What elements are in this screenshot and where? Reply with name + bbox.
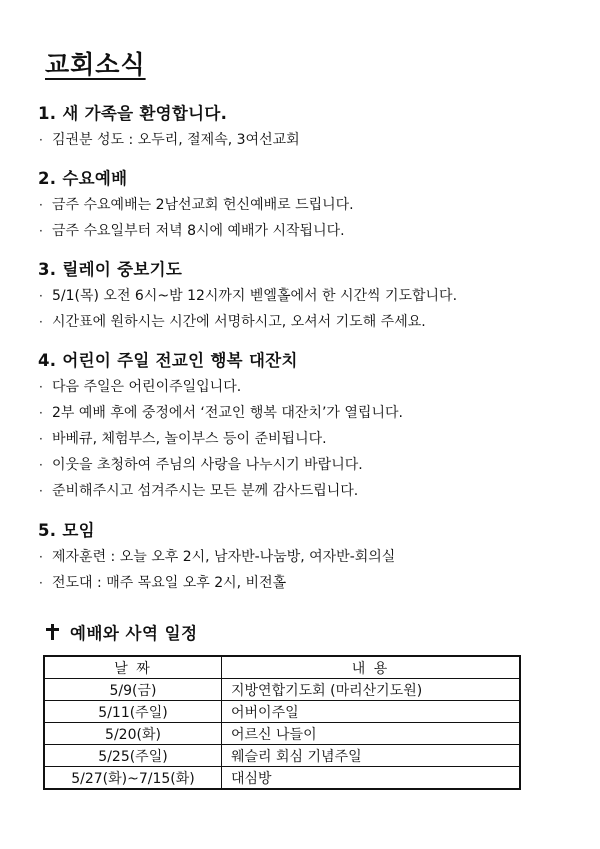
list-item-text: 전도대 : 매주 목요일 오후 2시, 비전홀 — [52, 575, 287, 591]
row-content: 어르신 나들이 — [222, 723, 521, 745]
section-relay-prayer — [38, 257, 578, 335]
cross-icon — [46, 624, 60, 640]
list-item — [38, 309, 578, 335]
table-row — [44, 767, 520, 790]
row-content: 웨슬리 회심 기념주일 — [222, 745, 521, 767]
list-item — [38, 374, 578, 400]
list-item-text: 2부 예배 후에 중정에서 ‘전교인 행복 대잔치’가 열립니다. — [52, 405, 403, 421]
section-meetings — [38, 518, 578, 596]
schedule-table — [43, 655, 521, 790]
bullet: · — [39, 576, 43, 590]
row-date: 5/20(화) — [44, 723, 222, 745]
list-item-text: 이웃을 초청하여 주님의 사랑을 나누시기 바랍니다. — [52, 457, 363, 473]
list-item-text: 준비해주시고 섬겨주시는 모든 분께 감사드립니다. — [52, 483, 359, 499]
section-wednesday-service — [38, 166, 578, 244]
list-item — [38, 544, 578, 570]
list-item-text: 5/1(목) 오전 6시~밤 12시까지 벧엘홀에서 한 시간씩 기도합니다. — [52, 288, 458, 304]
list-item-text: 금주 수요예배는 2남선교회 헌신예배로 드립니다. — [52, 197, 354, 213]
list-item — [38, 570, 578, 596]
row-date: 5/11(주일) — [44, 701, 222, 723]
section-heading: 2. 수요예배 — [38, 169, 128, 188]
list-item — [38, 283, 578, 309]
list-item — [38, 192, 578, 218]
list-item — [38, 478, 578, 504]
header-date: 날 짜 — [44, 656, 222, 679]
list-item — [38, 452, 578, 478]
row-date: 5/9(금) — [44, 679, 222, 701]
bullet: · — [39, 432, 43, 446]
section-heading: 3. 릴레이 중보기도 — [38, 260, 183, 279]
list-item-text: 바베큐, 체험부스, 놀이부스 등이 준비됩니다. — [52, 431, 327, 447]
bullet: · — [39, 380, 43, 394]
section-childrens-day — [38, 348, 578, 504]
section-new-family — [38, 101, 578, 153]
table-row — [44, 745, 520, 767]
list-item — [38, 127, 578, 153]
section-heading: 4. 어린이 주일 전교인 행복 대잔치 — [38, 351, 298, 370]
header-content: 내 용 — [222, 656, 521, 679]
bullet: · — [39, 133, 43, 147]
row-date: 5/27(화)~7/15(화) — [44, 767, 222, 790]
schedule-heading — [46, 620, 198, 644]
section-heading: 5. 모임 — [38, 521, 95, 540]
table-row — [44, 701, 520, 723]
list-item — [38, 426, 578, 452]
bullet: · — [39, 458, 43, 472]
table-row — [44, 679, 520, 701]
schedule-heading-text: 예배와 사역 일정 — [70, 624, 198, 643]
list-item-text: 금주 수요일부터 저녁 8시에 예배가 시작됩니다. — [52, 223, 345, 239]
bullet: · — [39, 289, 43, 303]
row-content: 대심방 — [222, 767, 521, 790]
row-content: 지방연합기도회 (마리산기도원) — [222, 679, 521, 701]
list-item — [38, 400, 578, 426]
list-item-text: 시간표에 원하시는 시간에 서명하시고, 오셔서 기도해 주세요. — [52, 314, 426, 330]
bullet: · — [39, 484, 43, 498]
row-date: 5/25(주일) — [44, 745, 222, 767]
bullet: · — [39, 224, 43, 238]
list-item — [38, 218, 578, 244]
page-title: 교회소식 — [45, 50, 146, 79]
section-heading: 1. 새 가족을 환영합니다. — [38, 104, 228, 123]
bullet: · — [39, 315, 43, 329]
table-header-row — [44, 656, 520, 679]
bullet: · — [39, 550, 43, 564]
list-item-text: 다음 주일은 어린이주일입니다. — [52, 379, 242, 395]
bullet: · — [39, 198, 43, 212]
row-content: 어버이주일 — [222, 701, 521, 723]
list-item-text: 제자훈련 : 오늘 오후 2시, 남자반-나눔방, 여자반-회의실 — [52, 549, 396, 565]
list-item-text: 김권분 성도 : 오두리, 절제속, 3여선교회 — [52, 132, 300, 148]
bullet: · — [39, 406, 43, 420]
table-row — [44, 723, 520, 745]
